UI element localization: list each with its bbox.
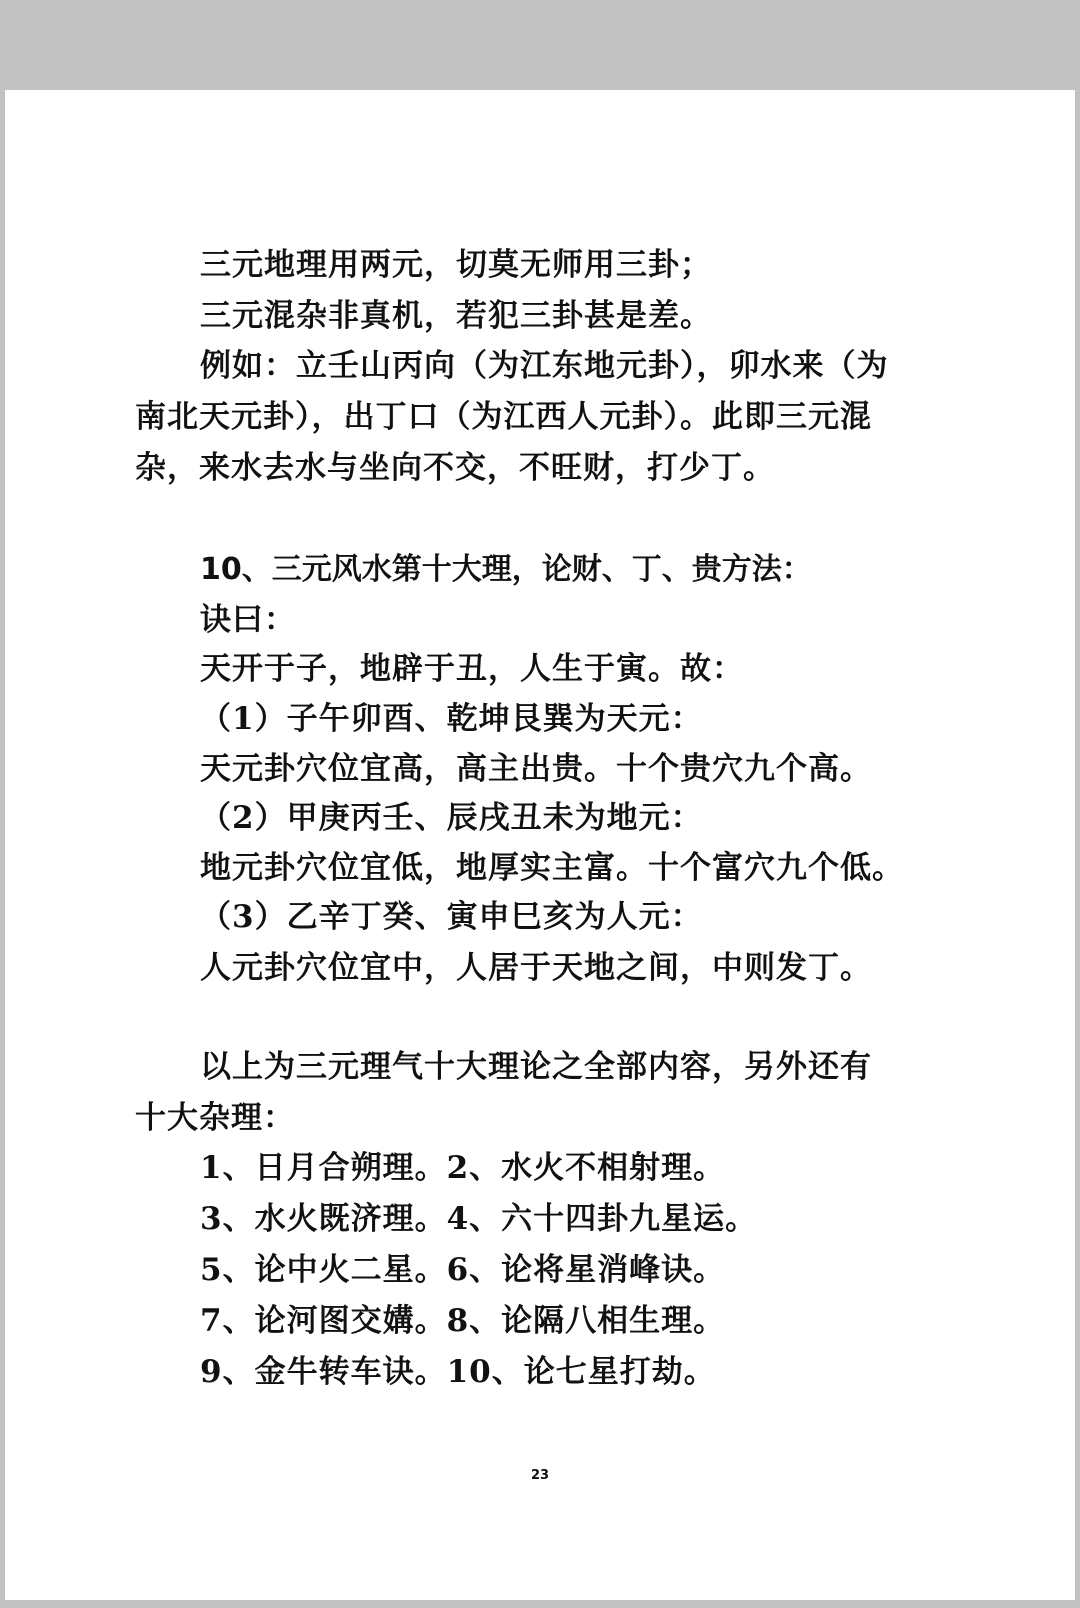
page-number: 23	[530, 1468, 550, 1483]
item-1-title: （1）子午卯酉、乾坤艮巽为天元：	[200, 701, 703, 737]
summary-line-1: 以上为三元理气十大理论之全部内容，另外还有	[200, 1049, 872, 1085]
example-line-2: 南北天元卦），出丁口（为江西人元卦）。此即三元混	[135, 399, 872, 435]
document-page	[5, 90, 1075, 1600]
item-2-text: 地元卦穴位宜低，地厚实主富。十个富穴九个低。	[200, 850, 904, 886]
poem-line-2: 三元混杂非真机，若犯三卦甚是差。	[200, 298, 712, 334]
jue-yue-line: 诀曰：	[200, 602, 296, 638]
summary-line-2: 十大杂理：	[135, 1100, 295, 1136]
misc-line-1: 1、日月合朔理。2、水火不相射理。	[200, 1150, 726, 1186]
misc-line-2: 3、水火既济理。4、六十四卦九星运。	[200, 1201, 758, 1237]
item-2-title: （2）甲庚丙壬、辰戌丑未为地元：	[200, 800, 703, 836]
section-heading: 10、三元风水第十大理，论财、丁、贵方法：	[200, 552, 812, 587]
item-3-title: （3）乙辛丁癸、寅申巳亥为人元：	[200, 899, 703, 935]
misc-line-5: 9、金牛转车诀。10、论七星打劫。	[200, 1354, 716, 1390]
example-line-3: 杂，来水去水与坐向不交，不旺财，打少丁。	[135, 450, 775, 486]
tian-kai-line: 天开于子，地辟于丑，人生于寅。故：	[200, 651, 744, 687]
misc-line-3: 5、论中火二星。6、论将星消峰诀。	[200, 1252, 726, 1288]
misc-line-4: 7、论河图交媾。8、论隔八相生理。	[200, 1303, 726, 1339]
example-line-1: 例如：立壬山丙向（为江东地元卦），卯水来（为	[200, 348, 889, 384]
item-3-text: 人元卦穴位宜中，人居于天地之间，中则发丁。	[200, 950, 872, 986]
poem-line-1: 三元地理用两元，切莫无师用三卦；	[200, 247, 712, 283]
item-1-text: 天元卦穴位宜高，高主出贵。十个贵穴九个高。	[200, 751, 872, 787]
